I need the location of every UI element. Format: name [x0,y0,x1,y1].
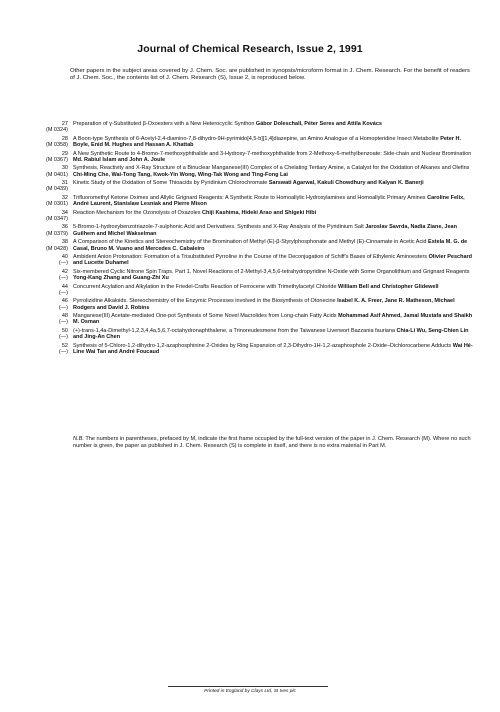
contents-entry [20,151,475,164]
entry-page-number: 28 [61,135,68,142]
contents-entry [20,328,475,341]
entry-microform-number: (—) [58,349,68,356]
entry-page-number: 52 [61,342,68,349]
contents-entry [20,180,475,193]
intro-paragraph: Other papers in the subject areas covered by J. Chem. Soc. are published in synopsis/microform format in J. Chem. Research. For the benefit of readers of J. Chem. Soc., the contents list of J. Chem. Research (S), Issue 2, is reproduced below. [70,68,470,82]
entry-microform-number: (M 0358) [45,142,68,149]
entry-numbers [20,343,68,356]
entry-numbers [20,210,68,223]
footnote [73,436,473,450]
entry-title: A Boon-type Synthesis of 6-Acetyl-2,4-diamino-7,8-dihydro-9H-pyrimido[4,5-b][1,4]diazepine, an Amino Analogue of a Homopteridine Insect Metabolite [73,135,439,142]
entry-title: Pyrrolizidine Alkaloids. Stereochemistry of the Enzymic Processes involved in the Biosynthesis of Otonecine [73,298,336,305]
entry-body [73,165,475,178]
entry-page-number: 29 [61,150,68,157]
entry-microform-number: (—) [58,275,68,282]
entry-page-number: 40 [61,254,68,261]
entry-title: Six-membered Cyclic Nitrone Spin Traps. Part 1. Novel Reactions of 2-Methyl-3,4,5,6-tetrahydropyridine N-Oxide with Some Organolithium and Grignard Reagents [73,268,470,275]
entry-body [73,151,475,164]
entry-authors: Caroline Felix, André Laurent, Stanislaw Lesniak and Pierre Mison [73,194,465,208]
entry-microform-number: (M 0367) [45,156,68,163]
entry-page-number: 46 [61,298,68,305]
entry-microform-number: (M 0428) [45,245,68,252]
contents-entry [20,224,475,237]
entry-title: Synthesis of 5-Chloro-1,2-dihydro-1,2-azaphosphinine 2-Oxides by Ring Expansion of 2,3-Dihydro-1H-1,2-azaphosphole 2-Oxide–Dichlorocarbene Adducts [73,342,452,349]
printer-credit: Printed in England by Clays Ltd, St Ives plc [204,689,296,694]
entry-body [73,180,475,193]
entry-microform-number: (—) [58,260,68,267]
entry-numbers [20,121,68,134]
entry-page-number: 30 [61,165,68,172]
contents-entry [20,195,475,208]
entry-title: Kinetic Study of the Oxidation of Some Thioacids by Pyridinium Chlorochromate [73,180,268,187]
contents-entry [20,210,475,223]
entry-body [73,224,475,237]
entry-microform-number: (—) [58,319,68,326]
contents-entry [20,313,475,326]
entry-authors: Yong-Kang Zhang and Guang-Zhi Xu [73,275,169,282]
entry-title: A New Synthetic Route to 4-Bromo-7-methoxyphthalide and 3-Hydroxy-7-methoxyphthalide from 2-Methoxy-6-methylbenzoate: Side-chain and Nuclear Bromination [73,150,472,157]
footnote-prefix: N.B. [73,436,84,442]
entry-numbers [20,224,68,237]
entry-title: A Comparison of the Kinetics and Stereochemistry of the Bromination of Methyl (E)-β-Styrylphosphonate and Methyl (E)-Cinnamate in Acetic Acid [73,239,427,246]
contents-entry [20,165,475,178]
footer-rule [168,686,328,687]
contents-entry [20,136,475,149]
entry-authors: Peter H. Boyle, Enid M. Hughes and Hassan A. Khattab [73,135,461,149]
entry-title: Trifluoromethyl Ketone Oximes and Allylic Grignard Reagents: A Synthetic Route to Homoallylic Hydroxylamines and Homoallylic Primary Amines [73,194,426,201]
entry-page-number: 36 [61,224,68,231]
entry-body [73,269,475,282]
entry-body [73,298,475,311]
entry-page-number: 34 [61,209,68,216]
entry-numbers [20,298,68,311]
entry-title: Reaction Mechanism for the Ozonolysis of Oxazoles [73,209,201,216]
entry-page-number: 48 [61,313,68,320]
entry-numbers [20,165,68,178]
entry-authors: William Bell and Christopher Glidewell [338,283,439,290]
entry-title: Concurrent Acylation and Alkylation in the Friedel-Crafts Reaction of Ferrocene with Trimethylacetyl Chloride [73,283,337,290]
entry-body [73,121,475,134]
entry-page-number: 44 [61,283,68,290]
entry-body [73,210,475,223]
entry-authors: Sarswati Agarwal, Kakuli Chowdhury and Kalyan K. Banerji [268,180,424,187]
entry-authors: Estela M. G. de Casal, Bruno M. Vuano and Mercedes C. Cabaleiro [73,239,468,252]
contents-entry [20,343,475,356]
entry-body [73,239,475,252]
entry-title: Synthesis, Reactivity and X-Ray Structure of a Binuclear Manganese(III) Complex of a Chelating Tertiary Amine, a Catalyst for the Oxidation of Alkanes and Olefins [73,165,470,172]
entry-title: Preparation of γ-Substituted β-Oxoesters with a New Heterocyclic Synthon [73,121,255,127]
entry-authors: Jaroslav Savrda, Nadia Ziane, Jean Guilhem and Michel Wakselman [73,224,457,237]
entry-title: (+)-trans-1,4a-Dimethyl-1,2,3,4,4a,5,6,7-octahydronaphthalene, a Trinoreudesmene from the Taiwanese Liverwort Bazzania fauriana [73,327,395,334]
entry-numbers [20,313,68,326]
entry-title: 5-Bromo-1-hydroxybenzotriazole-7-sulphonic Acid and Derivatives. Synthesis and X-Ray Analysis of the Pyridinium Salt [73,224,364,231]
entry-authors: Wai Hé-Line Wai Tan and André Foucaud [73,342,473,356]
entry-numbers [20,239,68,252]
contents-entry [20,239,475,252]
contents-entry [20,121,475,134]
contents-entry [20,254,475,267]
entry-authors: Mohammad Asif Ahmed, Jamal Mustafa and Shaikh M. Osman [73,313,473,326]
contents-entry [20,298,475,311]
entry-body [73,254,475,267]
contents-list [20,121,475,358]
entry-authors: Chiji Kashima, Hideki Arao and Shigeki Hibi [202,209,317,216]
entry-numbers [20,195,68,208]
entry-page-number: 42 [61,268,68,275]
entry-title: Ambident Anion Protonation: Formation of a Trisubstituted Pyrroline in the Course of the Deconjugation of Schiff's Bases of Ethylenic Aminoesters [73,254,428,261]
contents-entry [20,269,475,282]
entry-numbers [20,254,68,267]
entry-microform-number: (M 0439) [45,186,68,193]
entry-numbers [20,136,68,149]
entry-page-number: 38 [61,239,68,246]
entry-numbers [20,180,68,193]
entry-authors: Isabel K. A. Freer, Jane R. Matheson, Michael Rodgers and David J. Robins [73,298,455,311]
page-title: Journal of Chemical Research, Issue 2, 1991 [137,43,363,55]
entry-page-number: 27 [61,121,68,127]
entry-numbers [20,328,68,341]
entry-microform-number: (M 0401) [45,171,68,178]
entry-microform-number: (—) [58,304,68,311]
entry-microform-number: (M 0301) [45,201,68,208]
entry-microform-number: (M 0379) [45,230,68,237]
entry-authors: Chi-Ming Che, Wai-Tong Tang, Kwok-Yin Wong, Wing-Tak Wong and Ting-Fong Lai [73,171,288,178]
entry-authors: Gábor Doleschall, Péter Seres and Attila Kovács [255,121,382,127]
entry-numbers [20,151,68,164]
entry-microform-number: (—) [58,289,68,296]
entry-microform-number: (M 0347) [45,215,68,222]
entry-numbers [20,284,68,297]
footnote-text: The numbers in parentheses, prefaced by M, indicate the first frame occupied by the full-text version of the paper in J. Chem. Research (M). Where no such number is given, the paper as published in J. Chem. Research (S) is complete in itself, and there is no extra material in Part M. [73,436,471,450]
entry-authors: Chia-Li Wu, Seng-Chien Lin and Jing-An Chen [73,327,469,341]
entry-microform-number: (M 0324) [45,127,68,134]
entry-title: Manganese(III) Acetate-mediated One-pot Synthesis of Some Novel Macrolides from Long-chain Fatty Acids [73,313,337,320]
entry-microform-number: (—) [58,334,68,341]
entry-body [73,195,475,208]
entry-body [73,284,475,297]
entry-authors: Olivier Peschard and Lucette Duhamel [73,254,473,267]
entry-body [73,313,475,326]
entry-body [73,328,475,341]
entry-page-number: 50 [61,327,68,334]
entry-authors: Md. Rabiul Islam and John A. Joule [73,156,166,163]
entry-numbers [20,269,68,282]
entry-body [73,136,475,149]
contents-entry [20,284,475,297]
entry-page-number: 31 [61,180,68,187]
entry-body [73,343,475,356]
entry-page-number: 32 [61,194,68,201]
